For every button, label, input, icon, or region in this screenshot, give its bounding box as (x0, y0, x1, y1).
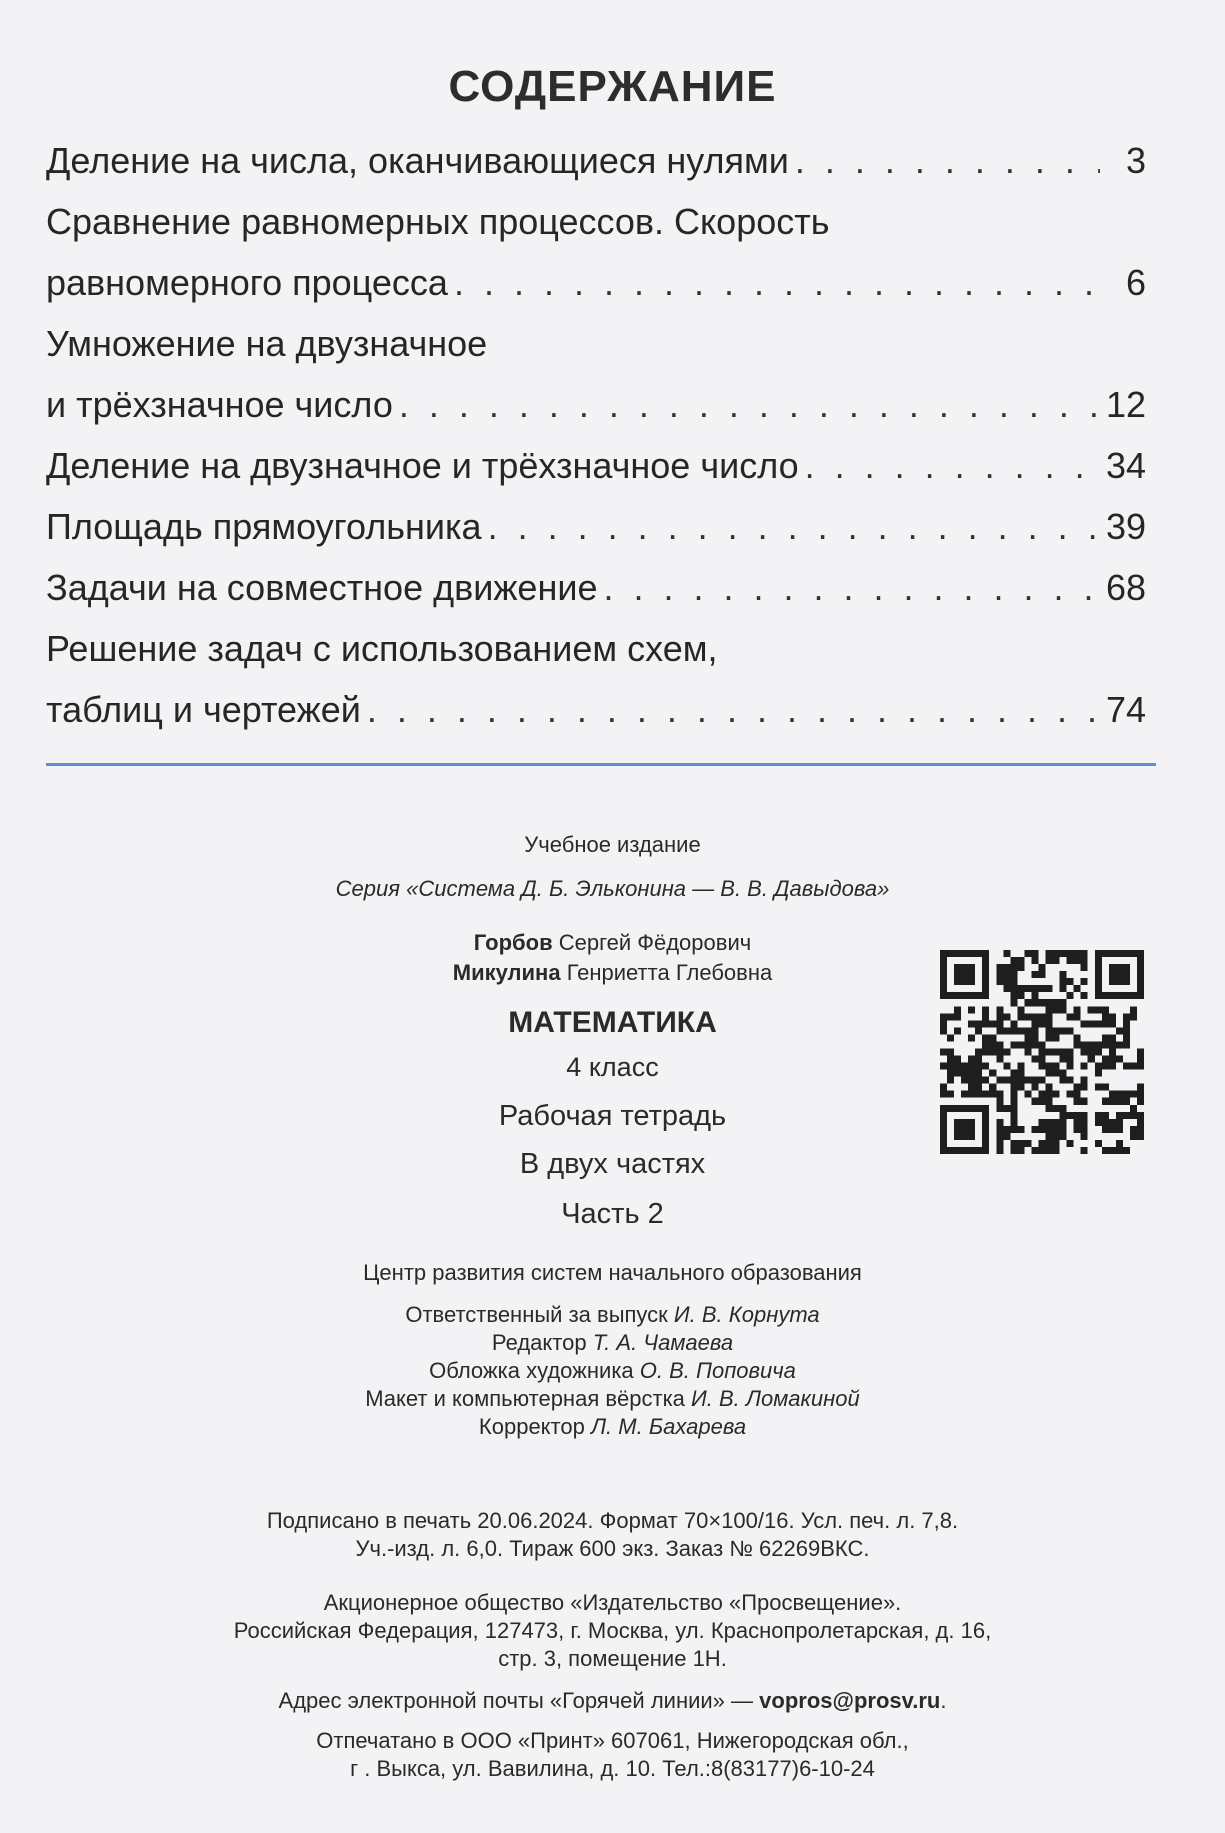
author-2-name: Генриетта Глебовна (560, 960, 773, 985)
toc-entry-line (46, 130, 1146, 191)
edition-type: Учебное издание (524, 832, 701, 857)
staff-name: И. В. Ломакиной (691, 1386, 860, 1411)
staff-role: Ответственный за выпуск (405, 1302, 674, 1327)
author-2-surname: Микулина (452, 960, 561, 985)
toc-entry (46, 191, 1146, 313)
table-of-contents (46, 130, 1146, 740)
print-line-2: Уч.-изд. л. 6,0. Тираж 600 экз. Заказ № 62269ВКС. (355, 1536, 870, 1561)
staff-name: Л. М. Бахарева (590, 1414, 747, 1439)
toc-entry-title: Сравнение равномерных процессов. Скорость (46, 201, 830, 242)
toc-page-number: 12 (1105, 384, 1146, 425)
publisher-line-2: Российская Федерация, 127473, г. Москва, ул. Краснопролетарская, д. 16, (233, 1618, 992, 1643)
toc-entry-line (46, 313, 1146, 374)
toc-entry-line (46, 435, 1146, 496)
section-divider (46, 763, 1156, 766)
author-1-name: Сергей Фёдорович (552, 930, 752, 955)
staff-role: Макет и компьютерная вёрстка (365, 1386, 692, 1411)
toc-leader-dots (367, 679, 1100, 740)
toc-entry-title: равномерного процесса (46, 262, 448, 303)
hotline-line (0, 1688, 1225, 1714)
toc-entry (46, 557, 1146, 618)
toc-entry-title: Деление на числа, оканчивающиеся нулями (46, 140, 789, 181)
toc-entry (46, 130, 1146, 191)
toc-page-number: 68 (1105, 567, 1146, 608)
staff-line (0, 1358, 1225, 1384)
toc-entry-line (46, 191, 1146, 252)
toc-entry (46, 496, 1146, 557)
hotline-text: Адрес электронной почты «Горячей линии» — (278, 1688, 760, 1713)
series-line: Серия «Система Д. Б. Эльконина — В. В. Давыдова» (335, 876, 890, 901)
toc-entry-line (46, 557, 1146, 618)
toc-heading: СОДЕРЖАНИЕ (448, 62, 777, 111)
staff-line (0, 1302, 1225, 1328)
publishing-center: Центр развития систем начального образования (363, 1260, 862, 1285)
staff-role: Корректор (478, 1414, 591, 1439)
toc-entry-title: Умножение на двузначное (46, 323, 488, 364)
toc-entry-line (46, 618, 1146, 679)
staff-name: О. В. Поповича (639, 1358, 796, 1383)
hotline-end: . (940, 1688, 947, 1713)
toc-entry-line (46, 496, 1146, 557)
publisher-line-1: Акционерное общество «Издательство «Просвещение». (323, 1590, 902, 1615)
book-title: МАТЕМАТИКА (508, 1006, 717, 1039)
publisher-line-3: стр. 3, помещение 1Н. (498, 1646, 727, 1671)
toc-entry-title: Площадь прямоугольника (46, 506, 482, 547)
part-number: Часть 2 (561, 1198, 664, 1230)
toc-entry (46, 313, 1146, 435)
toc-entry-title: Задачи на совместное движение (46, 567, 598, 608)
grade: 4 класс (566, 1052, 659, 1082)
toc-page-number: 3 (1125, 140, 1146, 181)
toc-entry-line (46, 374, 1146, 435)
staff-line (0, 1330, 1225, 1356)
toc-entry-line (46, 679, 1146, 740)
staff-line (0, 1386, 1225, 1412)
printer-line-1: Отпечатано в ООО «Принт» 607061, Нижегородская обл., (316, 1728, 909, 1753)
toc-entry-title: Решение задач с использованием схем, (46, 628, 718, 669)
staff-line (0, 1414, 1225, 1440)
book-type: Рабочая тетрадь (498, 1100, 727, 1132)
staff-role: Обложка художника (429, 1358, 640, 1383)
toc-page-number: 39 (1105, 506, 1146, 547)
toc-entry-line (46, 252, 1146, 313)
toc-entry-title: таблиц и чертежей (46, 689, 361, 730)
qr-code-icon (940, 950, 1144, 1154)
toc-leader-dots (795, 130, 1100, 191)
toc-page-number: 34 (1105, 445, 1146, 486)
toc-leader-dots (805, 435, 1100, 496)
parts: В двух частях (519, 1148, 706, 1180)
toc-leader-dots (488, 496, 1100, 557)
toc-entry (46, 435, 1146, 496)
printer-line-2: г . Выкса, ул. Вавилина, д. 10. Тел.:8(83177)6-10-24 (350, 1756, 875, 1781)
staff-name: И. В. Корнута (673, 1302, 820, 1327)
author-1-surname: Горбов (473, 930, 553, 955)
toc-leader-dots (454, 252, 1100, 313)
toc-entry (46, 618, 1146, 740)
staff-name: Т. А. Чамаева (592, 1330, 734, 1355)
toc-leader-dots (399, 374, 1100, 435)
toc-entry-title: Деление на двузначное и трёхзначное число (46, 445, 799, 486)
staff-role: Редактор (491, 1330, 593, 1355)
toc-page-number: 74 (1105, 689, 1146, 730)
hotline-email: vopros@prosv.ru (759, 1688, 941, 1713)
toc-leader-dots (603, 557, 1099, 618)
toc-page-number: 6 (1125, 262, 1146, 303)
toc-entry-title: и трёхзначное число (46, 384, 393, 425)
print-line-1: Подписано в печать 20.06.2024. Формат 70×100/16. Усл. печ. л. 7,8. (266, 1508, 959, 1533)
